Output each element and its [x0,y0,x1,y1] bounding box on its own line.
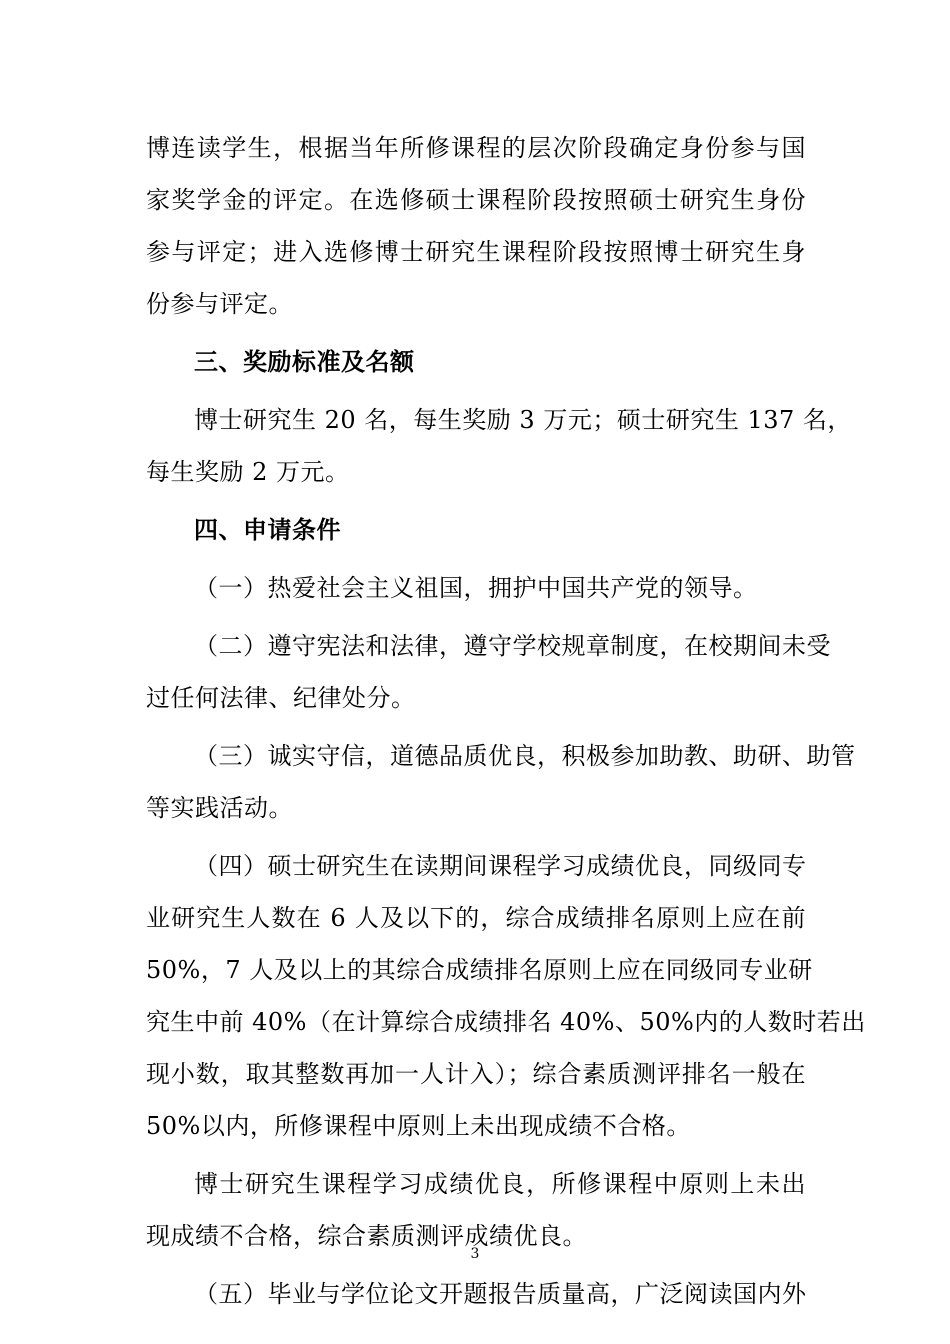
paragraph-line: 份参与评定。 [146,290,293,318]
paragraph-line: 每生奖励 2 万元。 [146,458,350,486]
paragraph-line: 50%，7 人及以上的其综合成绩排名原则上应在同级同专业研 [146,956,813,984]
paragraph-line: 家奖学金的评定。在选修硕士课程阶段按照硕士研究生身份 [146,186,806,214]
section-heading-reward: 三、奖励标准及名额 [194,348,415,376]
paragraph-line: 究生中前 40%（在计算综合成绩排名 40%、50%内的人数时若出 [146,1008,866,1036]
paragraph-line: 50%以内，所修课程中原则上未出现成绩不合格。 [146,1112,691,1140]
section-heading-conditions: 四、申请条件 [194,516,341,544]
condition-item-4: （四）硕士研究生在读期间课程学习成绩优良，同级同专 [194,852,807,880]
paragraph-line: 等实践活动。 [146,794,293,822]
condition-item-5: （五）毕业与学位论文开题报告质量高，广泛阅读国内外 [194,1280,807,1308]
condition-item-2: （二）遵守宪法和法律，遵守学校规章制度，在校期间未受 [194,632,831,660]
condition-item-1: （一）热爱社会主义祖国，拥护中国共产党的领导。 [194,574,758,602]
condition-item-3: （三）诚实守信，道德品质优良，积极参加助教、助研、助管 [194,742,856,770]
paragraph-line: 参与评定；进入选修博士研究生课程阶段按照博士研究生身 [146,238,806,266]
paragraph-line: 博士研究生 20 名，每生奖励 3 万元；硕士研究生 137 名， [194,406,852,434]
paragraph-line: 现小数，取其整数再加一人计入）；综合素质测评排名一般在 [146,1060,806,1088]
paragraph-line: 业研究生人数在 6 人及以下的，综合成绩排名原则上应在前 [146,904,806,932]
paragraph-line: 过任何法律、纪律处分。 [146,684,416,712]
paragraph-line: 现成绩不合格，综合素质测评成绩优良。 [146,1222,587,1250]
page-number: 3 [470,1246,480,1262]
paragraph-line: 博连读学生，根据当年所修课程的层次阶段确定身份参与国 [146,134,806,162]
paragraph-line: 博士研究生课程学习成绩优良，所修课程中原则上未出 [194,1170,806,1198]
document-body [146,122,866,1320]
